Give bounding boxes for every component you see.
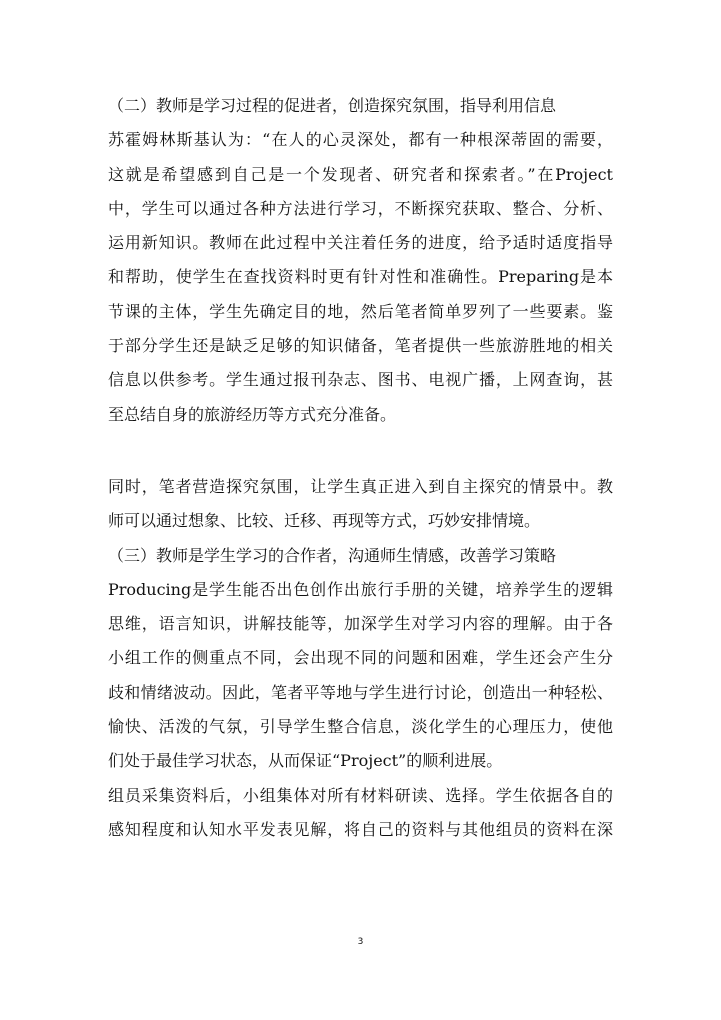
text-line: 和帮助，使学生在查找资料时更有针对性和准确性。Preparing是本: [108, 267, 613, 287]
text-line: 感知程度和认知水平发表见解，将自己的资料与其他组员的资料在深: [108, 819, 613, 839]
text-line: 愉快、活泼的气氛，引导学生整合信息，淡化学生的心理压力，使他: [108, 717, 613, 737]
paragraph-gap: [108, 432, 613, 470]
text-line: 思维，语言知识，讲解技能等，加深学生对学习内容的理解。由于各: [108, 614, 613, 634]
page-number: 3: [357, 937, 364, 947]
document-body: [108, 89, 613, 847]
text-line: 信息以供参考。学生通过报刊杂志、图书、电视广播，上网查询，甚: [108, 370, 613, 390]
text-line: 组员采集资料后，小组集体对所有材料研读、选择。学生依据各自的: [108, 785, 613, 805]
text-line: 节课的主体，学生先确定目的地，然后笔者简单罗列了一些要素。鉴: [108, 301, 613, 321]
text-line: Producing是学生能否出色创作出旅行手册的关键，培养学生的逻辑: [108, 579, 613, 599]
text-line: 同时，笔者营造探究氛围，让学生真正进入到自主探究的情景中。教: [108, 476, 613, 496]
paragraph-block-1: [108, 89, 613, 432]
text-line: 师可以通过想象、比较、迁移、再现等方式，巧妙安排情境。: [108, 511, 541, 531]
text-line: 歧和情绪波动。因此，笔者平等地与学生进行讨论，创造出一种轻松、: [108, 682, 613, 702]
text-line: 小组工作的侧重点不同，会出现不同的问题和困难，学生还会产生分: [108, 648, 613, 668]
text-line: 们处于最佳学习状态，从而保证“Project”的顺利进展。: [108, 751, 503, 771]
paragraph-block-2: [108, 470, 613, 847]
text-line: 于部分学生还是缺乏足够的知识储备，笔者提供一些旅游胜地的相关: [108, 336, 613, 356]
section-heading-2: （二）教师是学习过程的促进者，创造探究氛围，指导利用信息: [108, 96, 557, 115]
text-line: 至总结自身的旅游经历等方式充分准备。: [108, 404, 397, 424]
text-line: 苏霍姆林斯基认为：“在人的心灵深处，都有一种根深蒂固的需要，: [108, 130, 613, 150]
section-heading-3: （三）教师是学生学习的合作者，沟通师生情感，改善学习策略: [108, 545, 557, 565]
text-line: 中，学生可以通过各种方法进行学习，不断探究获取、整合、分析、: [108, 198, 613, 218]
text-line: 运用新知识。教师在此过程中关注着任务的进度，给予适时适度指导: [108, 233, 613, 253]
text-line: 这就是希望感到自己是一个发现者、研究者和探索者。”在Project: [108, 164, 613, 184]
